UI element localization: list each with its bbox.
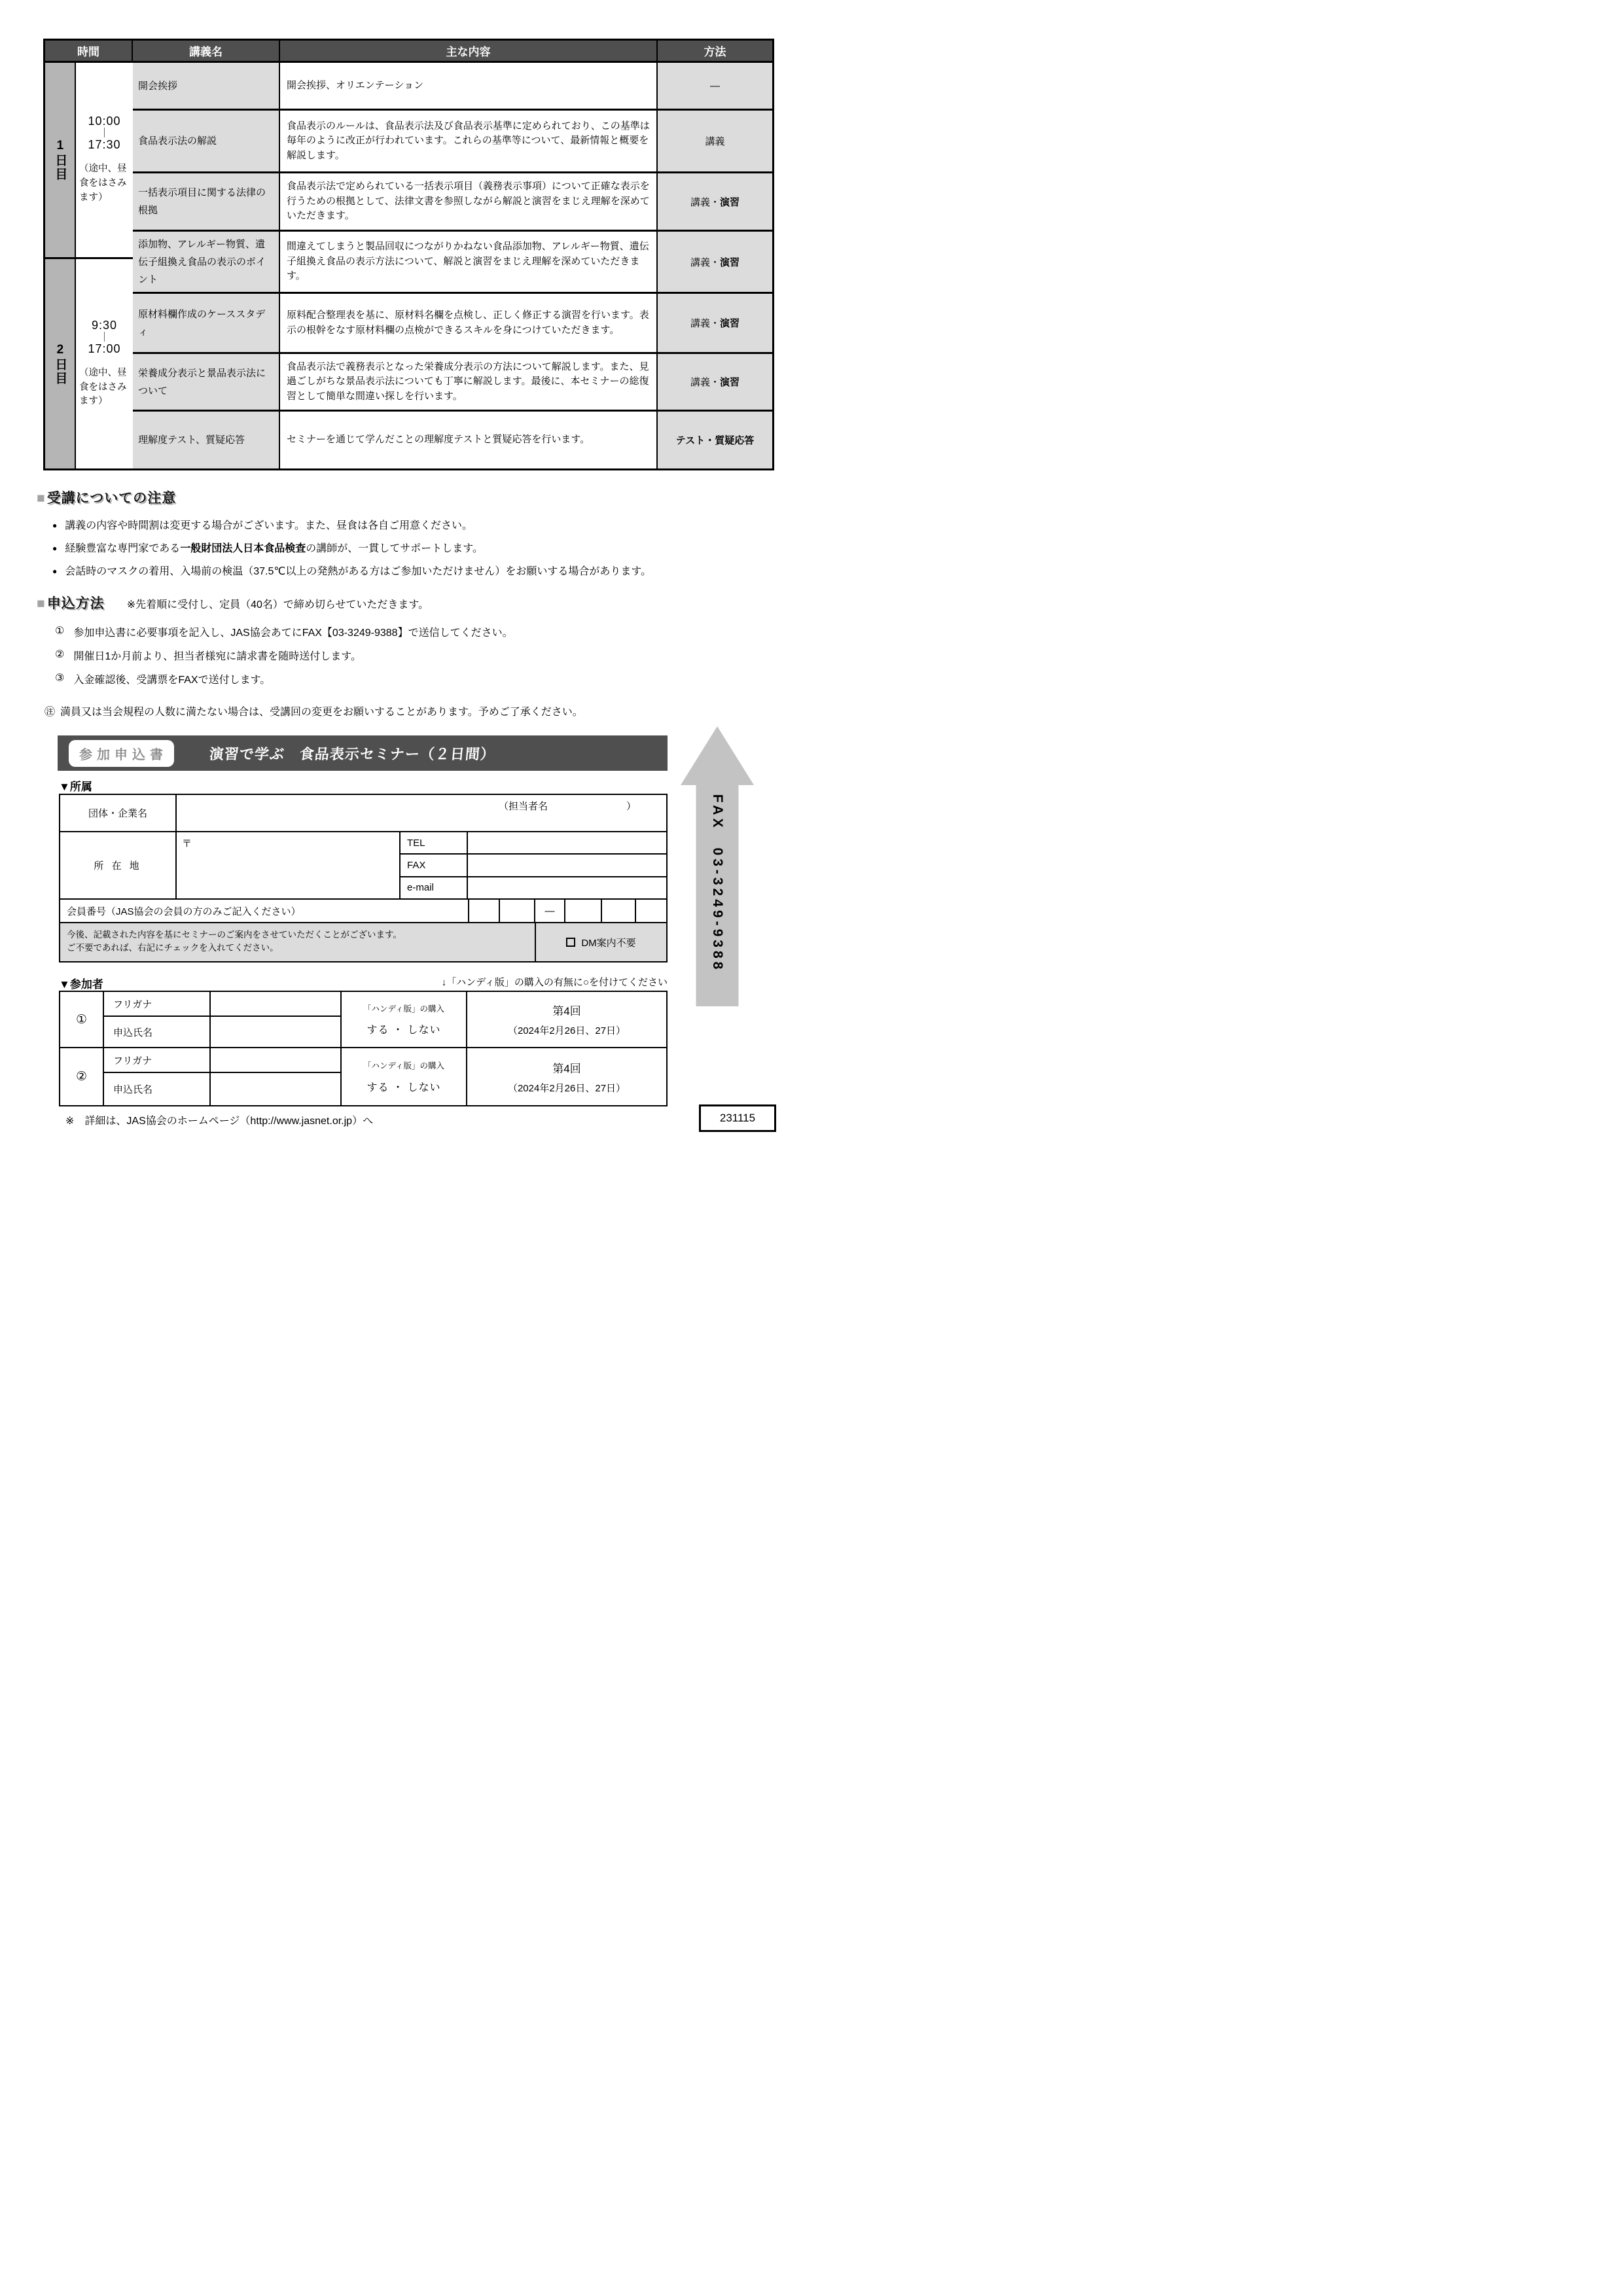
day1-time-cell: [76, 63, 133, 257]
schedule-row-label-items: [133, 173, 772, 232]
note-bullet-covid: ● 会話時のマスクの着用、入場前の検温（37.5℃以上の発熱がある方はご参加いただけません）をお願いする場合があります。: [52, 564, 776, 579]
dm-checkbox[interactable]: [566, 938, 575, 947]
header-cell-content: 主な内容: [280, 41, 658, 61]
furigana-label: フリガナ: [104, 1048, 211, 1072]
step-number: ②: [55, 649, 65, 660]
day1-end-time: 17:30: [88, 138, 121, 152]
applicant-name-label: 申込氏名: [104, 1073, 211, 1105]
participants-heading: ▼参加者: [59, 978, 103, 991]
application-method-section: [37, 593, 776, 718]
seminar-schedule-table: [43, 39, 774, 470]
day2-end-time: 17:00: [88, 342, 121, 355]
day2-start-time: 9:30: [91, 318, 118, 332]
method-cell: ―: [658, 63, 772, 109]
lecture-content-cell: 開会挨拶、オリエンテーション: [280, 63, 658, 109]
handy-purchase-choice[interactable]: する ・ しない: [366, 1025, 441, 1036]
header-cell-method: 方法: [704, 46, 726, 58]
step-number: ③: [55, 673, 65, 684]
session-date: （2024年2月26日、27日）: [507, 1082, 626, 1094]
handy-purchase-cell: [342, 1048, 467, 1105]
member-number-label: 会員番号（JAS協会の会員の方のみご記入ください）: [67, 906, 301, 917]
schedule-header-row: [45, 41, 772, 63]
capacity-note: ※先着順に受付し、定員（40名）で締め切らせていただきます。: [126, 599, 429, 610]
affiliation-heading: ▼所属: [59, 781, 92, 793]
header-cell-lecture: 講義名: [133, 41, 280, 61]
address-label: 所 在 地: [60, 832, 177, 898]
participant-row-2: [60, 1048, 666, 1105]
day2-label: 2日目: [45, 259, 76, 468]
lecture-name-cell: 食品表示法の解説: [133, 111, 280, 171]
day2-block: [45, 259, 133, 468]
participant-number: ②: [60, 1048, 104, 1105]
notes-section-title: ■受講についての注意: [37, 491, 177, 506]
org-name-label: 団体・企業名: [60, 795, 177, 831]
day2-time-cell: [76, 259, 133, 468]
step-number: ①: [55, 626, 65, 637]
header-cell-time: 時間: [45, 41, 133, 61]
lecture-content-cell: 食品表示のルールは、食品表示法及び食品表示基準に定められており、この基準は毎年のように改正が行われています。これらの基準等について、最新情報と概要を解説します。: [280, 111, 658, 171]
dm-opt-out-note: 今後、記載された内容を基にセミナーのご案内をさせていただくことがございます。 ご不要であれば、右記にチェックを入れてください。: [60, 923, 536, 961]
lecture-content-cell: 食品表示法で定められている一括表示項目（義務表示事項）について正確な表示を行うための根拠として、法律文書を参照しながら解説と演習をまじえ理解を深めていただきます。: [280, 173, 658, 230]
fax-number-vertical: FAX 03-3249-9388: [710, 794, 725, 973]
participants-table: [59, 991, 668, 1106]
member-number-dash: ―: [534, 900, 564, 922]
day1-start-time: 10:00: [88, 115, 121, 128]
tel-label: TEL: [401, 832, 468, 853]
handy-purchase-label: 「ハンディ版」の購入: [363, 1004, 444, 1014]
email-label: e-mail: [401, 877, 468, 898]
method-cell: 講義・ 演習: [658, 232, 772, 292]
method-cell: 講義: [658, 111, 772, 171]
application-form-title: 演習で学ぶ 食品表示セミナー（２日間）: [208, 745, 497, 762]
contact-name-label: （担当者名 ）: [498, 801, 636, 812]
furigana-input[interactable]: [211, 1048, 340, 1072]
fax-label: FAX: [401, 855, 468, 875]
fax-input[interactable]: [468, 855, 666, 875]
square-marker-icon: ■: [37, 596, 46, 611]
furigana-input[interactable]: [211, 992, 340, 1016]
time-separator: ｜: [99, 128, 109, 139]
application-form-badge: 参加申込書: [69, 740, 174, 767]
applicant-name-input[interactable]: [211, 1017, 340, 1047]
square-marker-icon: ■: [37, 491, 46, 506]
schedule-row-law-overview: [133, 111, 772, 173]
session-date: （2024年2月26日、27日）: [507, 1025, 626, 1036]
participant-row-1: [60, 992, 666, 1048]
dm-opt-out-cell: [536, 923, 666, 961]
lecture-content-cell: セミナーを通じて学んだことの理解度テストと質疑応答を行います。: [280, 412, 658, 468]
lecture-name-cell: 開会挨拶: [133, 63, 280, 109]
postal-mark: 〒: [182, 838, 192, 849]
method-cell: テスト・質疑応答: [658, 412, 772, 468]
lecture-name-cell: 添加物、アレルギー物質、遺伝子組換え食品の表示のポイント: [133, 232, 280, 292]
member-number-box-3[interactable]: [564, 900, 601, 922]
apply-step-3: ③ 入金確認後、受講票をFAXで送付します。: [55, 673, 271, 686]
doc-number-box: 231115: [699, 1104, 776, 1132]
session-label: 第4回: [552, 1005, 581, 1017]
lecture-name-cell: 栄養成分表示と景品表示法について: [133, 354, 280, 410]
method-cell: 講義・ 演習: [658, 173, 772, 230]
apply-section-title: ■申込方法 ※先着順に受付し、定員（40名）で締め切らせていただきます。: [37, 596, 429, 611]
time-separator: ｜: [99, 331, 109, 343]
session-cell: [467, 992, 666, 1047]
address-input[interactable]: [177, 832, 401, 898]
schedule-row-nutrition: [133, 354, 772, 412]
lecture-content-cell: 間違えてしまうと製品回収につながりかねない食品添加物、アレルギー物質、遺伝子組換え食品の表示方法について、解説と演習をまじえ理解を深めていただきます。: [280, 232, 658, 292]
email-input[interactable]: [468, 877, 666, 898]
day1-label: 1日目: [45, 63, 76, 257]
org-name-input[interactable]: [177, 795, 666, 831]
handy-circle-note: ↓「ハンディ版」の購入の有無に○を付けてください: [441, 977, 668, 988]
applicant-name-label: 申込氏名: [104, 1017, 211, 1047]
affiliation-table: [59, 794, 668, 963]
website-footer-note: ※ 詳細は、JAS協会のホームページ（http://www.jasnet.or.jp）へ: [65, 1116, 374, 1127]
note-bullet-instructors: ● 経験豊富な専門家である一般財団法人日本食品検査の講師が、一貫してサポートします。: [52, 541, 776, 556]
day1-block: [45, 63, 133, 259]
handy-purchase-cell: [342, 992, 467, 1047]
member-number-box-2[interactable]: [499, 900, 534, 922]
method-cell: 講義・ 演習: [658, 294, 772, 352]
schedule-row-opening: [133, 63, 772, 111]
method-cell: 講義・ 演習: [658, 354, 772, 410]
application-form-header-bar: [58, 735, 668, 771]
dm-checkbox-label: DM案内不要: [581, 937, 636, 949]
member-number-box-1[interactable]: [468, 900, 499, 922]
lecture-content-cell: 原料配合整理表を基に、原材料名欄を点検し、正しく修正する演習を行います。表示の根幹をなす原材料欄の点検ができるスキルを身につけていただきます。: [280, 294, 658, 352]
note-bullet-schedule-change: ● 講義の内容や時間割は変更する場合がございます。また、昼食は各自ご用意ください。: [52, 518, 776, 533]
handy-purchase-choice[interactable]: する ・ しない: [366, 1082, 441, 1094]
apply-step-1: ① 参加申込書に必要事項を記入し、JAS協会あてにFAX【03-3249-9388】で送信してください。: [55, 626, 513, 639]
caution-mark-icon: ㊟: [45, 707, 56, 718]
furigana-label: フリガナ: [104, 992, 211, 1016]
bullet-icon: ●: [52, 521, 58, 530]
member-number-box-4[interactable]: [601, 900, 635, 922]
lecture-name-cell: 一括表示項目に関する法律の根拠: [133, 173, 280, 230]
applicant-name-input[interactable]: [211, 1073, 340, 1105]
session-cell: [467, 1048, 666, 1105]
lecture-name-cell: 原材料欄作成のケーススタディ: [133, 294, 280, 352]
schedule-row-case-study: [133, 294, 772, 354]
bullet-icon: ●: [52, 544, 58, 554]
member-number-box-5[interactable]: [635, 900, 666, 922]
schedule-row-additives: [133, 232, 772, 294]
capacity-caution: ㊟ 満員又は当会規程の人数に満たない場合は、受講回の変更をお願いすることがあります。予めご了承ください。: [45, 703, 776, 718]
handy-purchase-label: 「ハンディ版」の購入: [363, 1061, 444, 1070]
schedule-row-test: [133, 412, 772, 468]
bullet-icon: ●: [52, 567, 58, 576]
day2-lunch-note: （途中、昼食をはさみます）: [79, 367, 127, 407]
lecture-name-cell: 理解度テスト、質疑応答: [133, 412, 280, 468]
day1-lunch-note: （途中、昼食をはさみます）: [79, 164, 127, 203]
apply-step-2: ② 開催日1か月前より、担当者様宛に請求書を随時送付します。: [55, 649, 361, 662]
session-label: 第4回: [552, 1062, 581, 1075]
participant-number: ①: [60, 992, 104, 1047]
attendance-notes-section: [37, 487, 776, 588]
lecture-content-cell: 食品表示法で義務表示となった栄養成分表示の方法について解説します。また、見過ごしがちな景品表示法についても丁寧に解説します。最後に、本セミナーの総復習として簡単な間違い探しを行います。: [280, 354, 658, 410]
tel-input[interactable]: [468, 832, 666, 853]
